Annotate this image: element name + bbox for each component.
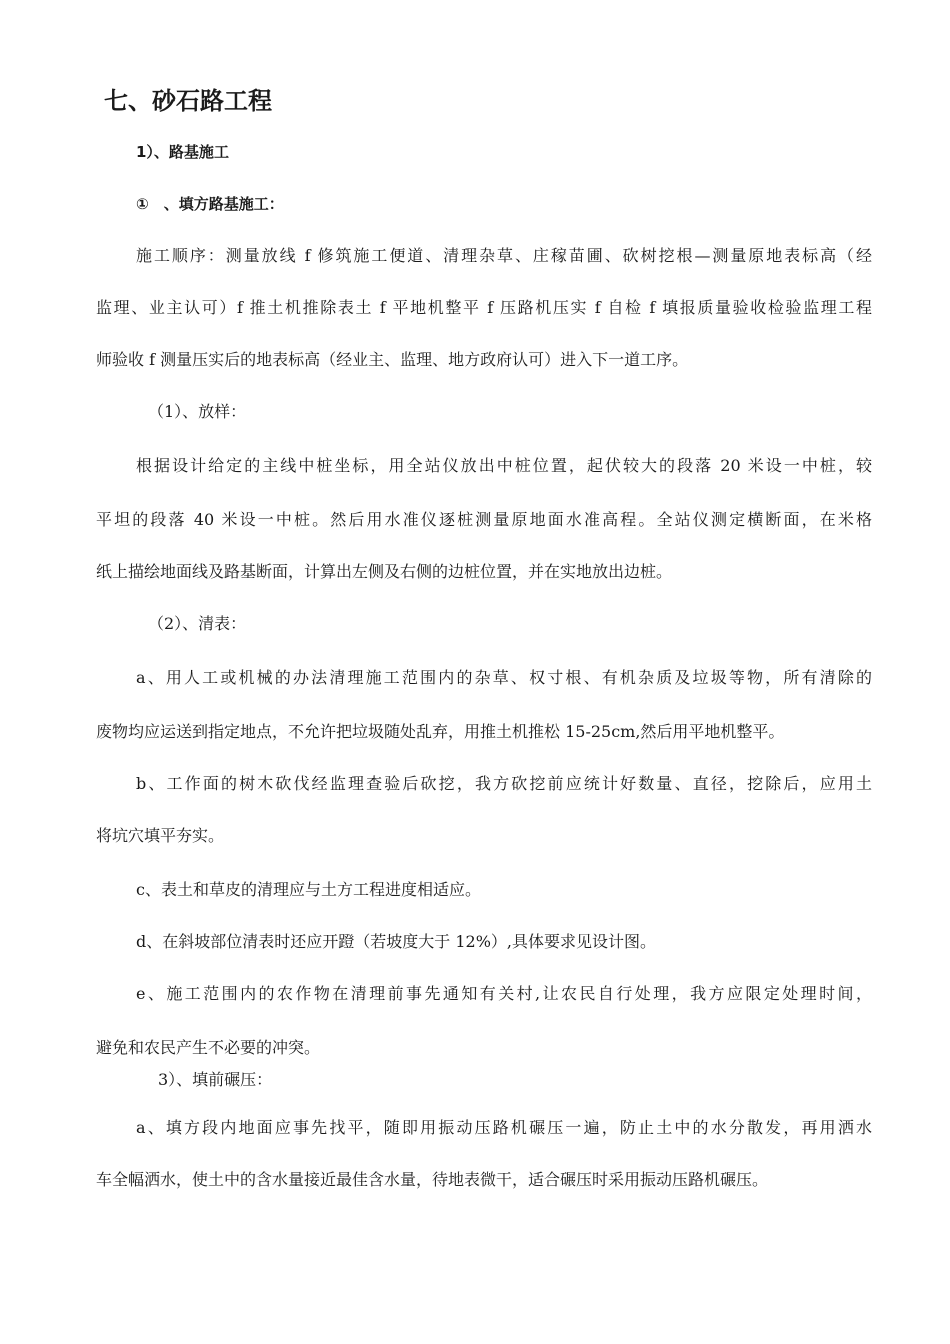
layout-line-3: 纸上描绘地面线及路基断面，计算出左侧及右侧的边桩位置，并在实地放出边桩。 (96, 562, 673, 581)
item-e-line-2: 避免和农民产生不必要的冲突。 (96, 1038, 321, 1057)
layout-line-2: 平坦的段落 40 米设一中桩。然后用水准仪逐桩测量原地面水准高程。全站仪测定横断面，在米格 (96, 510, 872, 529)
subheading-roadbed: 1）、路基施工 (136, 143, 229, 161)
order-line-1: 施工顺序：测量放线 f 修筑施工便道、清理杂草、庄稼苗圃、砍树挖根—测量原地表标高（经 (136, 246, 872, 265)
section-title: 七、砂石路工程 (104, 87, 272, 115)
step-2-heading: （2）、清表： (148, 614, 247, 633)
item-a2-line-1: a、填方段内地面应事先找平，随即用振动压路机碾压一遍，防止土中的水分散发，再用洒水 (136, 1118, 872, 1137)
order-line-3: 师验收 f 测量压实后的地表标高（经业主、监理、地方政府认可）进入下一道工序。 (96, 350, 689, 369)
item-c: c、表土和草皮的清理应与土方工程进度相适应。 (136, 880, 481, 899)
item-e-line-1: e、施工范围内的农作物在清理前事先通知有关村,让农民自行处理，我方应限定处理时间， (136, 984, 872, 1003)
item-a2-line-2: 车全幅洒水，使土中的含水量接近最佳含水量，待地表微干，适合碾压时采用振动压路机碾压。 (96, 1170, 769, 1189)
item-d: d、在斜坡部位清表时还应开蹬（若坡度大于 12%）,具体要求见设计图。 (136, 932, 656, 951)
step-3-heading: 3）、填前碾压： (158, 1070, 273, 1089)
subheading-fill-roadbed: ① 、填方路基施工： (136, 195, 284, 213)
item-a-line-1: a、用人工或机械的办法清理施工范围内的杂草、权寸根、有机杂质及垃圾等物，所有清除的 (136, 668, 872, 687)
order-line-2: 监理、业主认可）f 推土机推除表土 f 平地机整平 f 压路机压实 f 自检 f 填报质量验收检验监理工程 (96, 298, 872, 317)
item-b-line-1: b、工作面的树木砍伐经监理查验后砍挖，我方砍挖前应统计好数量、直径，挖除后，应用土 (136, 774, 872, 793)
step-1-heading: （1）、放样： (148, 402, 247, 421)
layout-line-1: 根据设计给定的主线中桩坐标，用全站仪放出中桩位置，起伏较大的段落 20 米设一中桩，较 (136, 456, 872, 475)
item-a-line-2: 废物均应运送到指定地点，不允许把垃圾随处乱弃，用推土机推松 15-25cm,然后用平地机整平。 (96, 722, 785, 741)
item-b-line-2: 将坑穴填平夯实。 (96, 826, 225, 845)
